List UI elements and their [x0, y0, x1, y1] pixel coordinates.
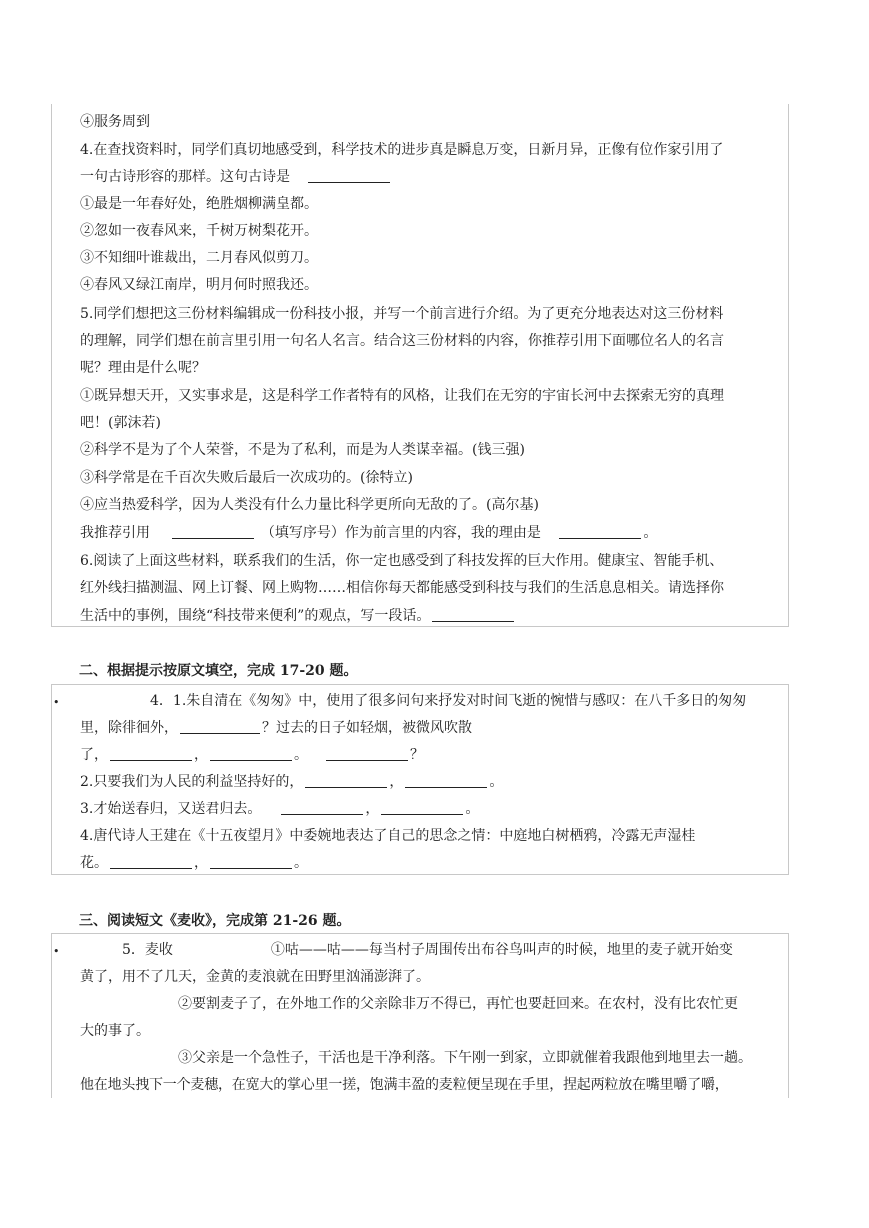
- bullet-icon: •: [53, 945, 60, 958]
- question-6-cont: [80, 606, 782, 626]
- question-4-text: 4.在查找资料时，同学们真切地感受到，科学技术的进步真是瞬息万变，日新月异，正像有位作家引用了: [80, 142, 724, 158]
- separator: ，: [194, 747, 208, 763]
- section-heading-3: 三、阅读短文《麦收》，完成第 21-26 题。: [79, 913, 351, 929]
- separator: ？: [410, 747, 424, 763]
- recommend-prefix: 我推荐引用: [80, 525, 150, 541]
- question-box-materials: [51, 104, 789, 627]
- quote-option: 吧！(郭沫若): [80, 415, 161, 431]
- reading-passage-box: [51, 933, 789, 1098]
- answer-blank[interactable]: [559, 524, 641, 539]
- answer-blank[interactable]: [281, 800, 363, 815]
- separator: 。: [294, 855, 308, 871]
- fill-q1c-pre: 了，: [80, 747, 108, 763]
- paragraph-1-text: ①咕——咕——每当村子周围传出布谷鸟叫声的时候，地里的麦子就开始变: [270, 942, 733, 958]
- option-text: ①最是一年春好处，绝胜烟柳满皇都。: [80, 196, 318, 212]
- answer-blank[interactable]: [110, 854, 192, 869]
- fill-q1-text: [80, 691, 782, 711]
- option-text: ②忽如一夜春风来，千树万树梨花开。: [80, 223, 318, 239]
- option-text: ③不知细叶谁裁出，二月春风似剪刀。: [80, 250, 318, 266]
- separator: ，: [365, 801, 380, 817]
- section-heading-2: 二、根据提示按原文填空，完成 17-20 题。: [79, 663, 358, 679]
- option-text: ④春风又绿江南岸，明月何时照我还。: [80, 277, 318, 293]
- option-text: ④服务周到: [80, 114, 150, 130]
- fill-q2-stem: 2.只要我们为人民的利益坚持好的，: [80, 774, 304, 790]
- fill-q4-line2: [80, 853, 782, 873]
- paragraph-3-text: ③父亲是一个急性子，干活也是干净利落。下午刚一到家，立即就催着我跟他到地里去一趟。: [178, 1050, 752, 1066]
- separator: 。: [489, 774, 504, 790]
- question-5-text: 的理解，同学们想在前言里引用一句名人名言。结合这三份材料的内容，你推荐引用下面哪位名人的名言: [80, 333, 724, 349]
- passage-title: 5．麦收: [122, 942, 173, 958]
- answer-blank[interactable]: [110, 746, 192, 761]
- fill-q2-line: [80, 772, 782, 792]
- answer-blank[interactable]: [432, 607, 514, 622]
- recommend-end: 。: [643, 525, 658, 541]
- fill-q1-post: ？过去的日子如轻烟，被微风吹散: [262, 720, 472, 736]
- fill-q1-line3: [80, 745, 782, 765]
- separator: ，: [194, 855, 208, 871]
- paragraph-2-text: ②要割麦子了，在外地工作的父亲除非万不得已，再忙也要赶回来。在农村，没有比农忙更: [178, 996, 738, 1012]
- recommend-line: [80, 523, 782, 543]
- question-box-fill-in: [51, 684, 789, 875]
- fill-q4-pre: 花。: [80, 855, 108, 871]
- question-6-text: 6.阅读了上面这些材料，联系我们的生活，你一定也感受到了科技发挥的巨大作用。健康宝、智能手机、: [80, 553, 724, 569]
- answer-blank[interactable]: [172, 524, 254, 539]
- fill-q3-line: [80, 799, 782, 819]
- fill-q1-stem: 4．1.朱自清在《匆匆》中，使用了很多问句来抒发对时间飞逝的惋惜与感叹：在八千多日的匆匆: [150, 693, 747, 709]
- separator: 。: [294, 747, 308, 763]
- answer-blank[interactable]: [180, 719, 260, 734]
- answer-blank[interactable]: [305, 773, 387, 788]
- fill-q1-pre: 里，除徘徊外，: [80, 720, 178, 736]
- bullet-icon: •: [53, 696, 60, 709]
- answer-blank[interactable]: [210, 854, 292, 869]
- passage-line: 黄了，用不了几天，金黄的麦浪就在田野里汹涌澎湃了。: [80, 969, 430, 985]
- question-6-text: 红外线扫描测温、网上订餐、网上购物……相信你每天都能感受到科技与我们的生活息息相关。请选择你: [80, 580, 724, 596]
- recommend-mid: （填写序号）作为前言里的内容，我的理由是: [260, 525, 541, 541]
- passage-line: 他在地头拽下一个麦穗，在宽大的掌心里一搓，饱满丰盈的麦粒便呈现在手里，捏起两粒放在嘴里嚼了嚼，: [80, 1077, 729, 1093]
- quote-option: ④应当热爱科学，因为人类没有什么力量比科学更所向无敌的了。(高尔基): [80, 497, 539, 513]
- quote-option: ①既异想天开，又实事求是，这是科学工作者特有的风格，让我们在无穷的宇宙长河中去探索无穷的真理: [80, 388, 724, 404]
- passage-line: [80, 940, 782, 960]
- answer-blank[interactable]: [405, 773, 487, 788]
- quote-option: ②科学不是为了个人荣誉，不是为了私利，而是为人类谋幸福。(钱三强): [80, 442, 525, 458]
- answer-blank[interactable]: [381, 800, 463, 815]
- fill-q1-line2: [80, 718, 782, 738]
- answer-blank[interactable]: [326, 746, 408, 761]
- separator: ，: [389, 774, 404, 790]
- question-5-text: 5.同学们想把这三份材料编辑成一份科技小报，并写一个前言进行介绍。为了更充分地表达对这三份材料: [80, 306, 724, 322]
- fill-q4-text: 4.唐代诗人王建在《十五夜望月》中委婉地表达了自己的思念之情：中庭地白树栖鸦，冷露无声湿桂: [80, 828, 696, 844]
- quote-option: ③科学常是在千百次失败后最后一次成功的。(徐特立): [80, 470, 413, 486]
- answer-blank[interactable]: [308, 168, 390, 183]
- question-6-stem: 生活中的事例，围绕“科技带来便利”的观点，写一段话。: [80, 608, 431, 624]
- separator: 。: [465, 801, 480, 817]
- question-4-stem: 一句古诗形容的那样。这句古诗是: [80, 169, 290, 185]
- question-5-text: 呢？理由是什么呢？: [80, 360, 206, 376]
- fill-q3-stem: 3.才始送春归，又送君归去。: [80, 801, 262, 817]
- passage-line: 大的事了。: [80, 1023, 150, 1039]
- answer-blank[interactable]: [210, 746, 292, 761]
- question-4-cont: [80, 167, 782, 187]
